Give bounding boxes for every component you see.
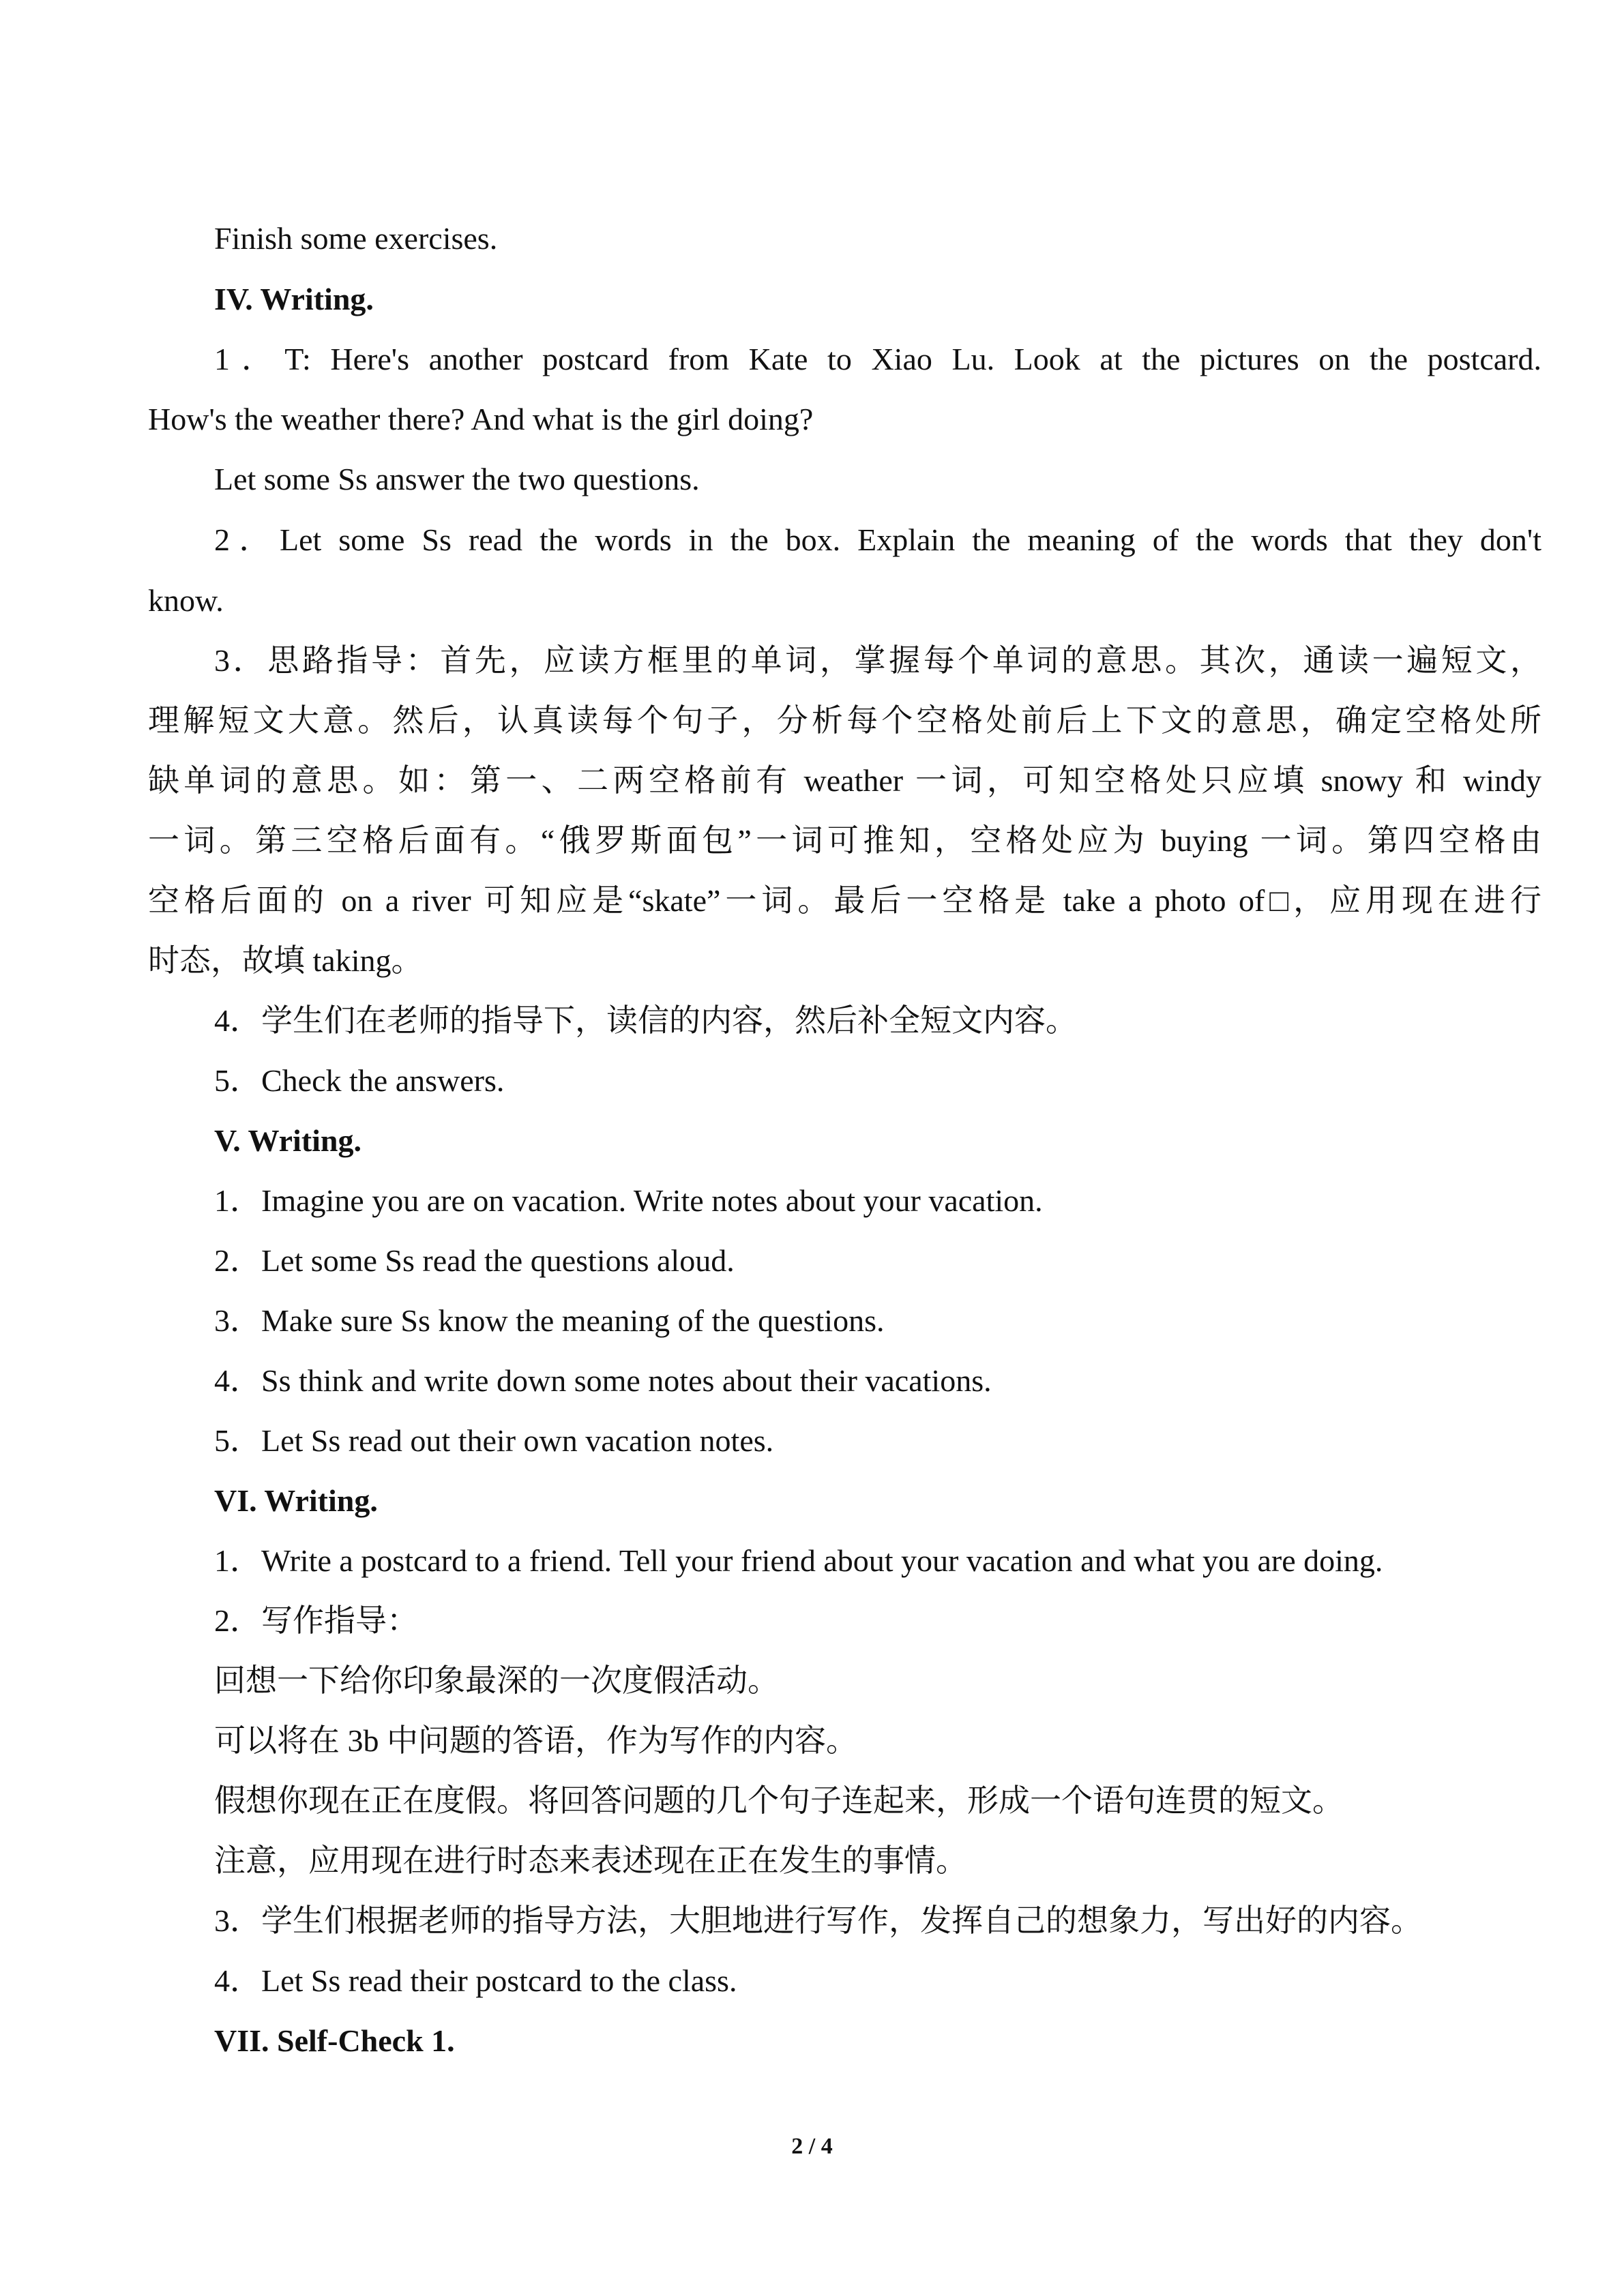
text-line: know. [148,583,224,618]
text-line: 时态，故填 taking。 [148,943,423,978]
text-line: 3．思路指导：首先，应读方框里的单词，掌握每个单词的意思。其次，通读一遍短文， [214,643,1541,678]
text-line: 2．Let some Ss read the questions aloud. [214,1243,735,1278]
text-line: 5．Let Ss read out their own vacation notes. [214,1423,774,1458]
text-line: 假想你现在正在度假。将回答问题的几个句子连起来，形成一个语句连贯的短文。 [214,1783,1344,1818]
text-line: 缺单词的意思。如：第一、二两空格前有 weather 一词，可知空格处只应填 snowy 和 windy [148,763,1541,798]
text-line: 3．学生们根据老师的指导方法，大胆地进行写作，发挥自己的想象力，写出好的内容。 [214,1903,1422,1938]
text-line: 4．Ss think and write down some notes about their vacations. [214,1363,992,1398]
text-line: 2．Let some Ss read the words in the box. Explain the meaning of the words that they don't [214,522,1541,557]
text-line: 1．Write a postcard to a friend. Tell your friend about your vacation and what you are doing. [214,1543,1383,1578]
text-line: Let some Ss answer the two questions. [214,462,700,496]
text-line: 回想一下给你印象最深的一次度假活动。 [214,1663,779,1698]
text-line: 1．Imagine you are on vacation. Write notes about your vacation. [214,1183,1043,1218]
text-line: 5．Check the answers. [214,1063,505,1098]
text-line: 4．Let Ss read their postcard to the class. [214,1963,737,1998]
section-heading: VII. Self-Check 1. [214,2023,455,2058]
text-line: 1．T: Here's another postcard from Kate to Xiao Lu. Look at the pictures on the postcard. [214,342,1541,376]
text-line: 4．学生们在老师的指导下，读信的内容，然后补全短文内容。 [214,1003,1077,1038]
text-line: 一词。第三空格后面有。“俄罗斯面包”一词可推知，空格处应为 buying 一词。第四空格由 [148,823,1541,858]
section-heading: IV. Writing. [214,282,374,316]
text-line: 空格后面的 on a river 可知应是“skate”一词。最后一空格是 take a photo of□，应用现在进行 [148,883,1541,918]
text-line: How's the weather there? And what is the girl doing? [148,402,814,436]
text-line: 可以将在 3b 中问题的答语，作为写作的内容。 [214,1723,857,1758]
section-heading: VI. Writing. [214,1483,378,1518]
text-line: Finish some exercises. [214,221,498,256]
text-line: 理解短文大意。然后，认真读每个句子，分析每个空格处前后上下文的意思，确定空格处所 [148,703,1541,738]
text-line: 2．写作指导： [214,1603,418,1638]
page-number: 2 / 4 [791,2134,833,2159]
section-heading: V. Writing. [214,1123,362,1158]
text-line: 3．Make sure Ss know the meaning of the questions. [214,1303,885,1338]
text-line: 注意，应用现在进行时态来表述现在正在发生的事情。 [214,1843,967,1878]
